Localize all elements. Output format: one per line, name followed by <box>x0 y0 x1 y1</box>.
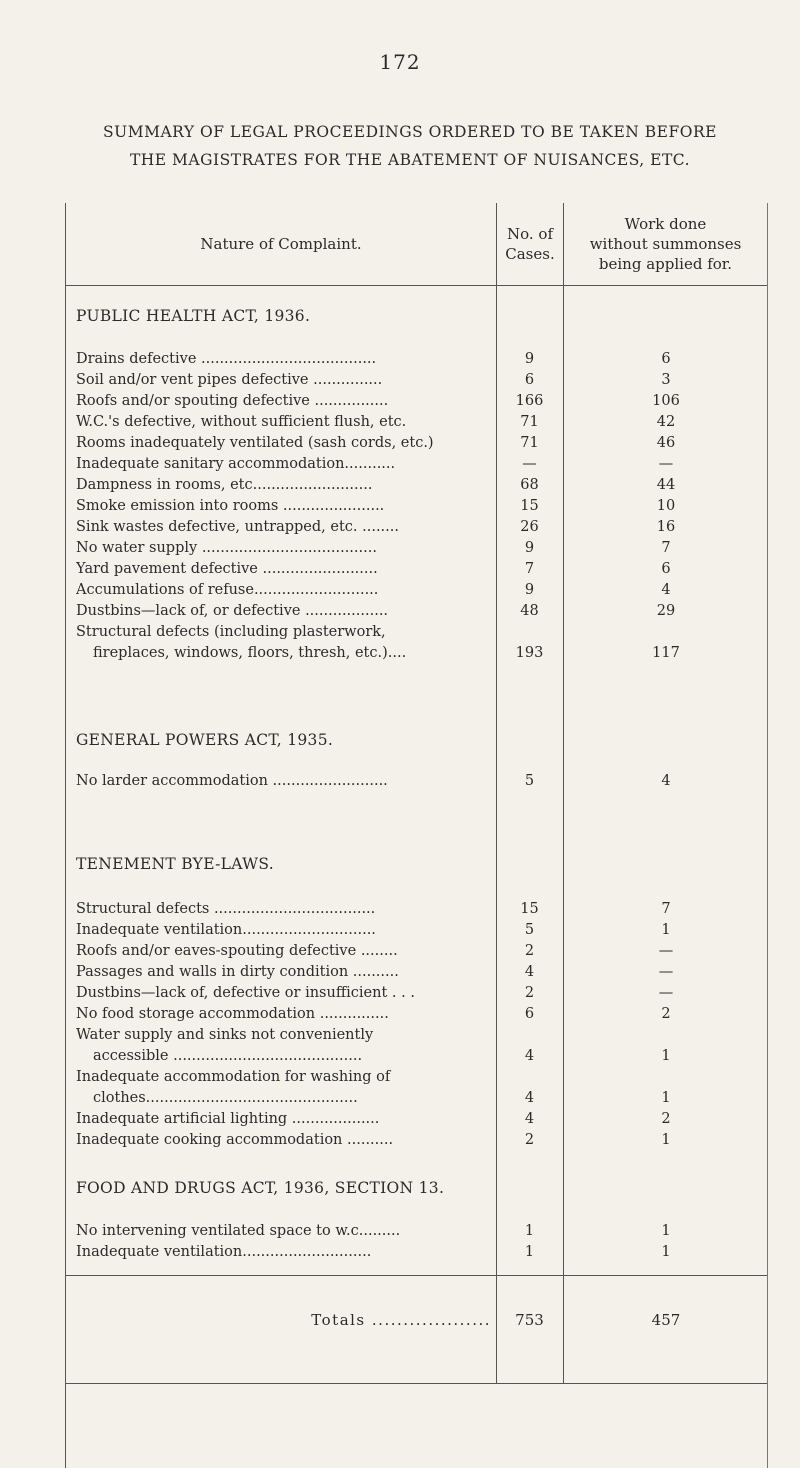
work-done-value: — <box>658 964 674 980</box>
complaint-label: Yard pavement defective ......................... <box>76 561 378 577</box>
cases-value: 6 <box>524 1006 535 1022</box>
cases-value: 4 <box>524 964 535 980</box>
cases-value: 166 <box>515 393 544 409</box>
complaint-label: Rooms inadequately ventilated (sash cords, etc.) <box>76 435 434 451</box>
table-row <box>66 433 767 454</box>
table-row <box>66 475 767 496</box>
complaint-label: W.C.'s defective, without sufficient flush, etc. <box>76 414 407 430</box>
table-row <box>66 1109 767 1130</box>
work-done-value: 117 <box>652 645 680 661</box>
complaint-label: Sink wastes defective, untrapped, etc. ........ <box>76 519 399 535</box>
table-row <box>66 1221 767 1242</box>
work-done-value: 1 <box>661 922 671 938</box>
complaint-label: Inadequate ventilation............................. <box>76 922 376 938</box>
complaint-label: Structural defects ................................... <box>76 901 376 917</box>
table-row <box>66 1004 767 1025</box>
complaint-label: clothes.............................................. <box>93 1090 358 1106</box>
table-row <box>66 1025 767 1046</box>
totals-label: Totals ................... <box>311 1311 491 1329</box>
cases-value: 2 <box>524 943 535 959</box>
table-row <box>66 349 767 370</box>
work-done-value: 7 <box>661 540 671 556</box>
cases-value: 2 <box>524 1132 535 1148</box>
complaint-label: Dustbins—lack of, defective or insufficient . . . <box>76 985 415 1001</box>
cases-value: 71 <box>520 414 539 430</box>
work-done-value: 4 <box>661 773 671 789</box>
complaint-label: Structural defects (including plasterwork, <box>76 624 386 640</box>
complaint-label: Smoke emission into rooms ...................... <box>76 498 385 514</box>
header-nature-of-complaint: Nature of Complaint. <box>200 235 362 253</box>
work-done-value: 1 <box>661 1223 671 1239</box>
work-done-value: 2 <box>661 1006 671 1022</box>
work-done-value: — <box>658 456 674 472</box>
complaint-label: Roofs and/or spouting defective ................ <box>76 393 389 409</box>
table-row <box>66 771 767 792</box>
complaint-label: Dampness in rooms, etc.......................... <box>76 477 373 493</box>
work-done-value: 1 <box>661 1048 671 1064</box>
complaint-label: Dustbins—lack of, or defective .................. <box>76 603 389 619</box>
cases-value: 48 <box>520 603 539 619</box>
work-done-value: 106 <box>652 393 680 409</box>
cases-value: 9 <box>524 582 535 598</box>
work-done-value: 7 <box>661 901 671 917</box>
table-row <box>66 601 767 622</box>
totals-row <box>66 1308 767 1332</box>
table-row <box>66 391 767 412</box>
table-row <box>66 643 767 664</box>
complaint-label: Water supply and sinks not conveniently <box>76 1027 374 1043</box>
work-done-value: 1 <box>661 1244 671 1260</box>
section-title: TENEMENT BYE-LAWS. <box>76 855 274 873</box>
table-row <box>66 517 767 538</box>
work-done-value: 3 <box>661 372 671 388</box>
complaint-label: Accumulations of refuse........................... <box>76 582 379 598</box>
cases-value: 4 <box>524 1048 535 1064</box>
work-done-value: 6 <box>661 561 671 577</box>
table-row <box>66 1242 767 1263</box>
work-done-value: 6 <box>661 351 671 367</box>
work-done-value: 10 <box>656 498 676 514</box>
table-row <box>66 559 767 580</box>
totals-cases: 753 <box>515 1311 544 1329</box>
work-done-value: 1 <box>661 1132 671 1148</box>
work-done-value: 46 <box>656 435 676 451</box>
complaint-label: fireplaces, windows, floors, thresh, etc.).... <box>93 645 407 661</box>
table-row <box>66 454 767 475</box>
section-title: PUBLIC HEALTH ACT, 1936. <box>76 307 311 325</box>
title-line-2: THE MAGISTRATES FOR THE ABATEMENT OF NUISANCES, ETC. <box>129 151 691 169</box>
table-row <box>66 941 767 962</box>
table-row <box>66 962 767 983</box>
table-row <box>66 622 767 643</box>
complaint-label: Passages and walls in dirty condition .......... <box>76 964 399 980</box>
complaint-label: No food storage accommodation ............... <box>76 1006 389 1022</box>
work-done-value: 1 <box>661 1090 671 1106</box>
complaint-label: Inadequate accommodation for washing of <box>76 1069 391 1085</box>
complaint-label: Roofs and/or eaves-spouting defective ........ <box>76 943 398 959</box>
table-row <box>66 1088 767 1109</box>
table-row <box>66 920 767 941</box>
cases-value: 9 <box>524 540 535 556</box>
table-row <box>66 1067 767 1088</box>
work-done-value: 16 <box>656 519 676 535</box>
complaint-label: Drains defective ...................................... <box>76 351 377 367</box>
cases-value: 193 <box>515 645 544 661</box>
cases-value: 68 <box>520 477 539 493</box>
table-row <box>66 370 767 391</box>
work-done-value: 44 <box>656 477 676 493</box>
cases-value: 7 <box>524 561 535 577</box>
header-work-done: Work done without summonses being applied for. <box>589 215 742 273</box>
cases-value: 4 <box>524 1090 535 1106</box>
table-row <box>66 538 767 559</box>
cases-value: — <box>522 456 537 472</box>
summary-table <box>65 203 768 1468</box>
cases-value: 2 <box>524 985 535 1001</box>
work-done-value: 29 <box>656 603 676 619</box>
totals-divider <box>66 1275 767 1276</box>
header-no-of-cases: No. of Cases. <box>505 225 555 263</box>
title-line-1: SUMMARY OF LEGAL PROCEEDINGS ORDERED TO BE TAKEN BEFORE <box>103 123 717 141</box>
table-row <box>66 899 767 920</box>
cases-value: 6 <box>524 372 535 388</box>
table-row <box>66 496 767 517</box>
complaint-label: No intervening ventilated space to w.c......... <box>76 1223 401 1239</box>
table-row <box>66 1130 767 1151</box>
work-done-value: 2 <box>661 1111 671 1127</box>
work-done-value: — <box>658 943 674 959</box>
complaint-label: No larder accommodation ......................... <box>76 773 388 789</box>
cases-value: 5 <box>524 773 535 789</box>
page-number: 172 <box>379 50 421 74</box>
totals-work: 457 <box>651 1311 681 1329</box>
complaint-label: Soil and/or vent pipes defective ............... <box>76 372 383 388</box>
cases-value: 5 <box>524 922 535 938</box>
work-done-value: — <box>658 985 674 1001</box>
table-row <box>66 580 767 601</box>
cases-value: 1 <box>524 1223 535 1239</box>
complaint-label: No water supply ...................................... <box>76 540 377 556</box>
complaint-label: Inadequate sanitary accommodation........... <box>76 456 396 472</box>
complaint-label: Inadequate artificial lighting ................... <box>76 1111 380 1127</box>
table-row <box>66 983 767 1004</box>
section-title: FOOD AND DRUGS ACT, 1936, SECTION 13. <box>76 1179 445 1197</box>
table-row <box>66 1046 767 1067</box>
cases-value: 4 <box>524 1111 535 1127</box>
cases-value: 9 <box>524 351 535 367</box>
table-header <box>66 203 767 286</box>
work-done-value: 42 <box>656 414 676 430</box>
complaint-label: Inadequate cooking accommodation .......... <box>76 1132 394 1148</box>
cases-value: 15 <box>520 901 539 917</box>
work-done-value: 4 <box>661 582 671 598</box>
section-title: GENERAL POWERS ACT, 1935. <box>76 731 334 749</box>
table-bottom-border <box>66 1383 767 1384</box>
page-title <box>45 118 775 174</box>
cases-value: 26 <box>520 519 539 535</box>
complaint-label: accessible ......................................... <box>93 1048 363 1064</box>
cases-value: 71 <box>520 435 539 451</box>
cases-value: 15 <box>520 498 539 514</box>
cases-value: 1 <box>524 1244 535 1260</box>
table-row <box>66 412 767 433</box>
complaint-label: Inadequate ventilation............................ <box>76 1244 372 1260</box>
